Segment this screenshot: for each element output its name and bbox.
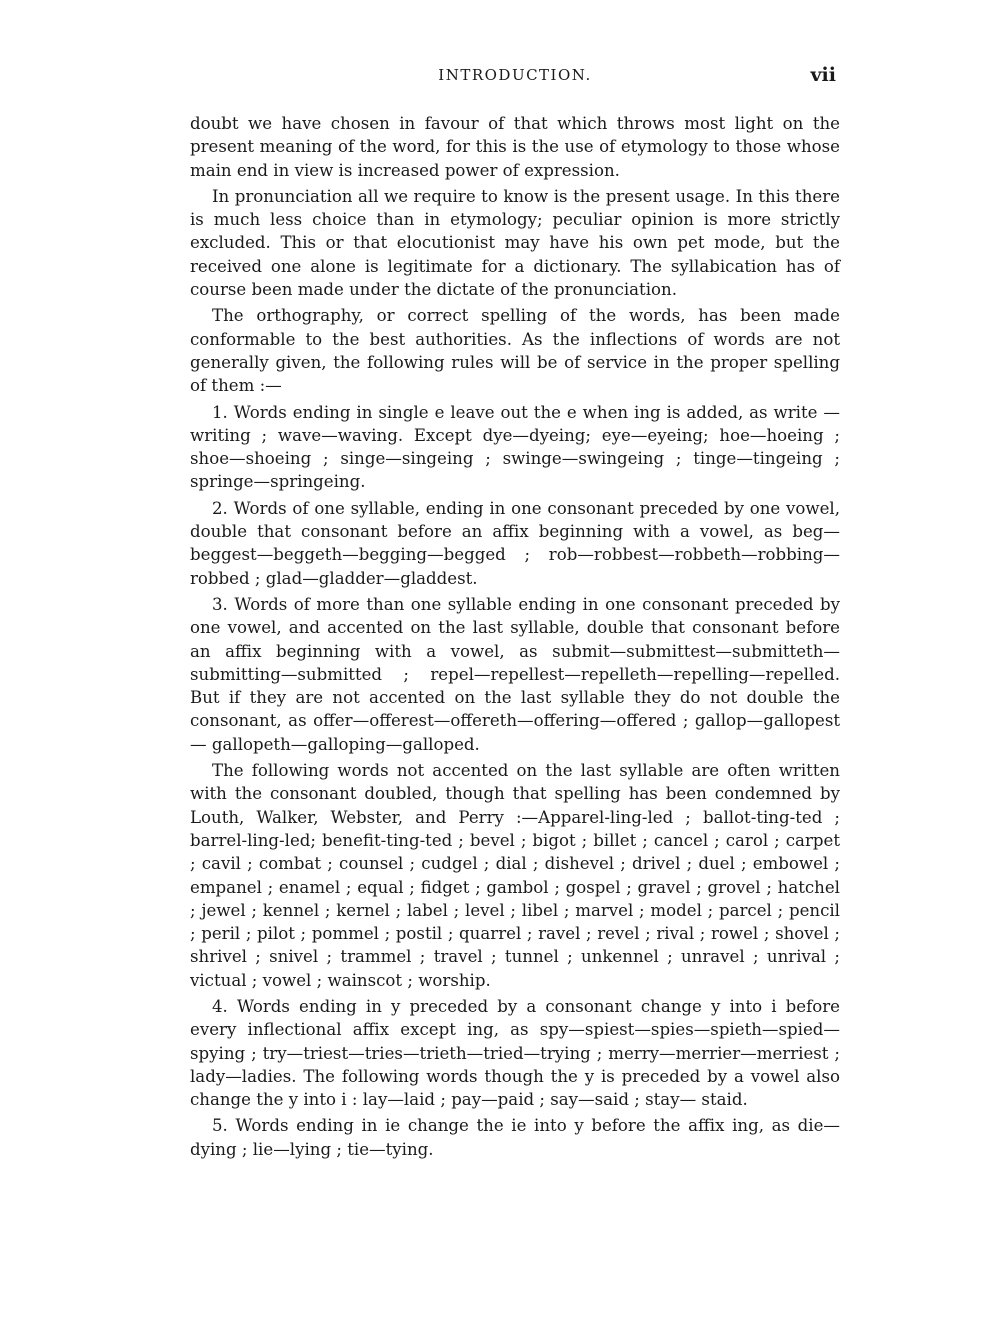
rule-3: 3. Words of more than one syllable ending in one consonant preceded by one vowel, and accented on the last syllable, double that consonant before an affix beginning with a vowel, as submit—submittest—submitteth—submitting—submitted ; repel—repellest—repelleth—repelling—repelled. But if they are not accented on the last syllable they do not double the consonant, as offer—offerest—offereth—offering—offered ; gallop—gallopest— gallopeth—galloping—galloped. bbox=[190, 594, 840, 754]
paragraph-word-list: The following words not accented on the last syllable are often written with the consonant doubled, though that spelling has been condemned by Louth, Walker, Webster, and Perry :—Apparel-ling-led ; ballot-ting-ted ; barrel-ling-led; benefit-ting-ted ; bevel ; bigot ; billet ; cancel ; carol ; carpet ; cavil ; combat ; counsel ; cudgel ; dial ; dishevel ; drivel ; duel ; embowel ; empanel ; enamel ; equal ; fidget ; gambol ; gospel ; gravel ; grovel ; hatchel ; jewel ; kennel ; kernel ; label ; level ; libel ; marvel ; model ; parcel ; pencil ; peril ; pilot ; pommel ; postil ; quarrel ; ravel ; revel ; rival ; rowel ; shovel ; shrivel ; snivel ; trammel ; travel ; tunnel ; unkennel ; unravel ; unrival ; victual ; vowel ; wainscot ; worship. bbox=[190, 761, 840, 990]
rule-1: 1. Words ending in single e leave out the e when ing is added, as write —writing ; wave—waving. Except dye—dyeing; eye—eyeing; hoe—hoeing ; shoe—shoeing ; singe—singeing ; swinge—swingeing ; tinge—tingeing ; springe—springeing. bbox=[190, 402, 840, 492]
rule-4: 4. Words ending in y preceded by a consonant change y into i before every inflectional affix except ing, as spy—spiest—spies—spieth—spied— spying ; try—triest—tries—trieth—tried—trying ; merry—merrier—merriest ; lady—ladies. The following words though the y is preceded by a vowel also change the y into i : lay—laid ; pay—paid ; say—said ; stay— staid. bbox=[190, 996, 840, 1110]
running-head: INTRODUCTION. bbox=[438, 66, 592, 84]
paragraph-pronunciation: In pronunciation all we require to know is the present usage. In this there is much less choice than in etymology; peculiar opinion is more strictly excluded. This or that elocutionist may have his own pet mode, but the received one alone is legitimate for a dictionary. The syllabication has of course been made under the dictate of the pronunciation. bbox=[190, 186, 840, 300]
paragraph-orthography: The orthography, or correct spelling of the words, has been made conformable to the best authorities. As the inflections of words are not generally given, the following rules will be of service in the proper spelling of them :— bbox=[190, 306, 840, 396]
page-number: vii bbox=[810, 64, 836, 86]
page-header bbox=[190, 64, 840, 94]
rule-2: 2. Words of one syllable, ending in one consonant preceded by one vowel, double that consonant before an affix beginning with a vowel, as beg— beggest—beggeth—begging—begged ; rob—robbest—robbeth—robbing— robbed ; glad—gladder—gladdest. bbox=[190, 498, 840, 588]
rule-5: 5. Words ending in ie change the ie into y before the affix ing, as die— dying ; lie—lying ; tie—tying. bbox=[190, 1116, 840, 1159]
paragraph-etymology-continued: doubt we have chosen in favour of that which throws most light on the present meaning of the word, for this is the use of etymology to those whose main end in view is increased power of expression. bbox=[190, 114, 840, 180]
page-body bbox=[190, 112, 840, 1161]
